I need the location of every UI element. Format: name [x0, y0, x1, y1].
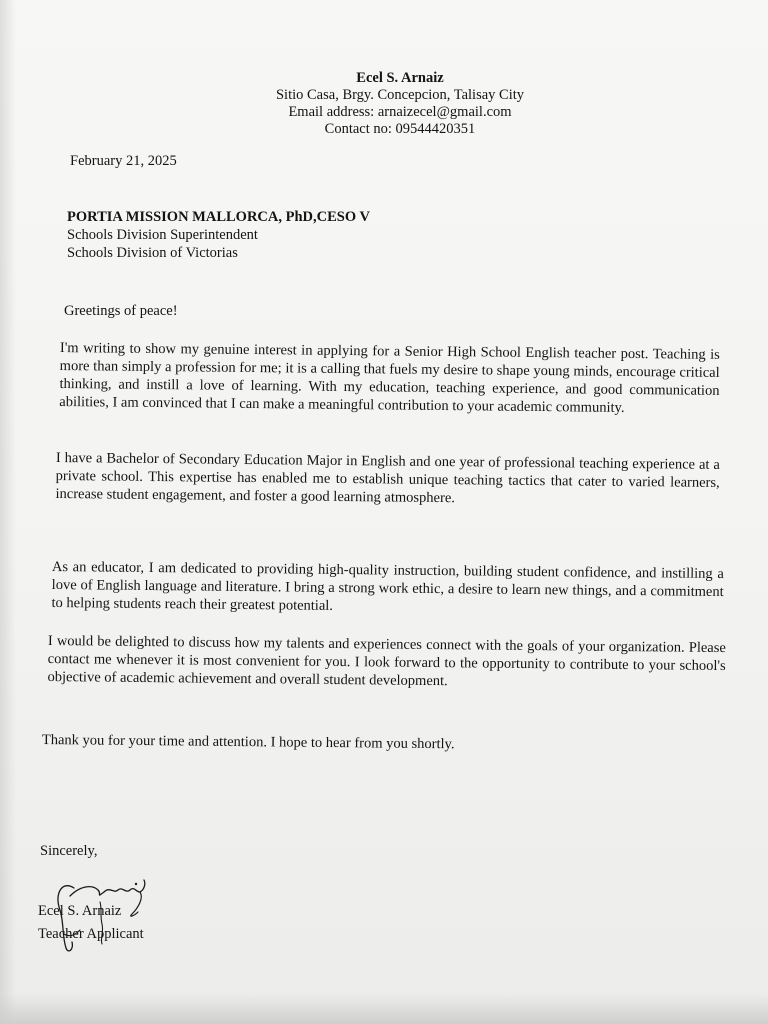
body-paragraph-4: I would be delighted to discuss how my talents and experiences connect with the goals of your organization. Please contact me whenever it is most convenient for you. I look forward to the opportunity to contribute to your school's objective of academic achievement and overall student development. [47, 632, 726, 690]
recipient-name: PORTIA MISSION MALLORCA, PhD,CESO V [67, 209, 370, 225]
recipient-office: Schools Division of Victorias [67, 245, 238, 261]
sender-block [200, 70, 600, 138]
body-paragraph-1: I'm writing to show my genuine interest in applying for a Senior High School English teacher post. Teaching is more than simply a profession for me; it is a calling that fuels my desire to shape young minds, encourage critical thinking, and instill a love of learning. With my education, teaching experience, and good communication abilities, I am convinced that I can make a meaningful contribution to your academic community. [59, 339, 720, 416]
greeting: Greetings of peace! [64, 303, 178, 319]
page-shadow-bottom [0, 994, 768, 1024]
sender-email: Email address: arnaizecel@gmail.com [288, 104, 512, 120]
closing: Sincerely, [40, 843, 98, 859]
recipient-block [67, 208, 370, 262]
sender-contact: Contact no: 09544420351 [324, 121, 476, 137]
letter-date: February 21, 2025 [70, 153, 177, 169]
recipient-position: Schools Division Superintendent [67, 227, 258, 243]
signature-title: Teacher Applicant [38, 926, 144, 942]
sender-name: Ecel S. Arnaiz [356, 70, 444, 86]
page-shadow-left [0, 0, 16, 1024]
thanks-line: Thank you for your time and attention. I hope to hear from you shortly. [41, 732, 455, 753]
sender-address: Sitio Casa, Brgy. Concepcion, Talisay City [275, 87, 525, 103]
handwritten-signature [40, 872, 180, 962]
body-paragraph-3: As an educator, I am dedicated to providing high-quality instruction, building student confidence, and instilling a love of English language and literature. I bring a strong work ethic, a desire to learn new things, and a commitment to helping students reach their greatest potential. [51, 558, 724, 614]
body-paragraph-2: I have a Bachelor of Secondary Education Major in English and one year of professional teaching experience at a private school. This expertise has enabled me to establish unique teaching tactics that cater to varied learners, increase student engagement, and foster a good learning atmosphere. [55, 449, 720, 507]
signature-printed-name: Ecel S. Arnaiz [38, 903, 122, 919]
